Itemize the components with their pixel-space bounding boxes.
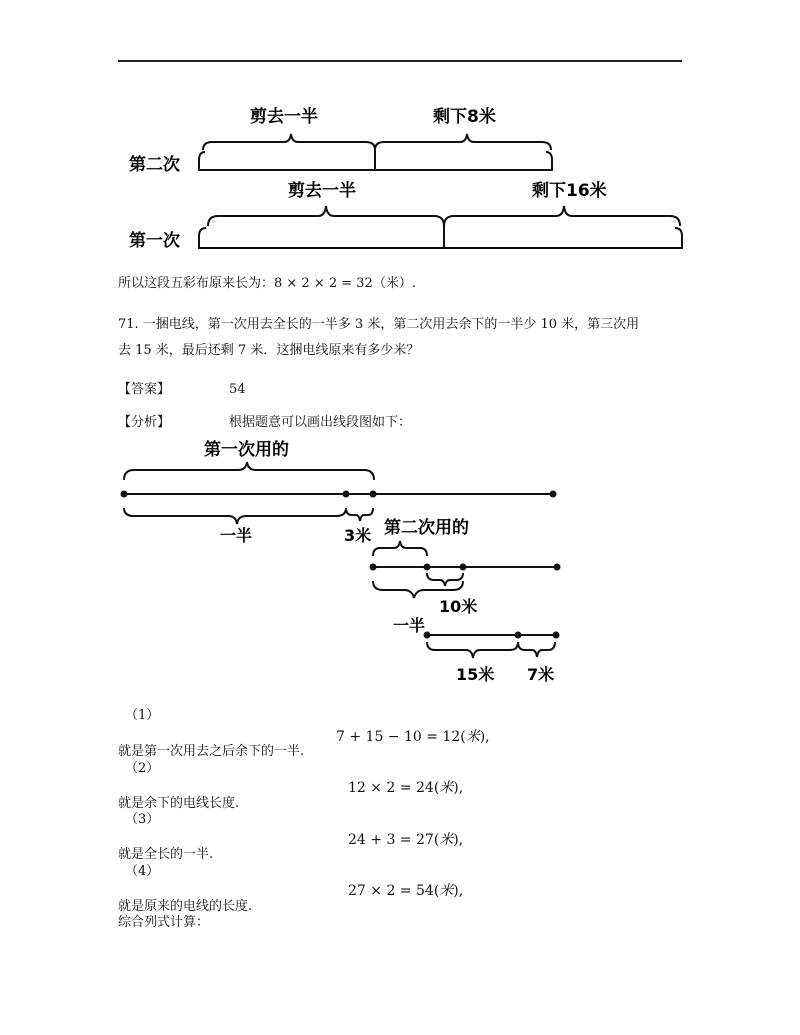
wire-point <box>554 564 561 571</box>
step-number: （4） <box>125 864 160 879</box>
step-explanation: 就是第一次用去之后余下的一半. <box>118 744 305 759</box>
wire-point <box>370 491 377 498</box>
step-formula: 27 × 2 = 54(米), <box>348 883 464 899</box>
step-number: （3） <box>125 812 160 827</box>
second-row-label: 第二次 <box>129 155 180 175</box>
seven-m-brace <box>518 642 555 657</box>
step-explanation: 就是余下的电线长度. <box>118 796 240 811</box>
first-use-brace <box>124 462 374 480</box>
fifteen-m-brace <box>427 642 518 658</box>
first-cut-label: 剪去一半 <box>288 181 356 201</box>
seven-m-label: 7米 <box>527 665 555 684</box>
answer-label: 【答案】 <box>118 382 171 397</box>
analysis-label: 【分析】 <box>118 415 171 430</box>
answer-value: 54 <box>229 382 246 397</box>
three-m-brace <box>346 508 373 521</box>
step-formula: 24 + 3 = 27(米), <box>348 832 464 848</box>
wire-point <box>460 564 467 571</box>
question-line-1: 71. 一捆电线，第一次用去全长的一半多 3 米，第二次用去余下的一半少 10 米，第三次用 <box>118 317 640 332</box>
ten-m-label: 10米 <box>439 597 478 616</box>
first-row-label: 第一次 <box>129 231 180 251</box>
analysis-text: 根据题意可以画出线段图如下： <box>229 415 412 430</box>
second-cut-label: 剪去一半 <box>250 107 318 127</box>
step-formula: 7 + 15 − 10 = 12(米), <box>336 729 490 745</box>
three-m-label: 3米 <box>344 526 372 545</box>
ten-m-brace <box>427 573 463 586</box>
half-brace-2 <box>373 581 463 598</box>
second-use-brace <box>373 541 427 556</box>
second-use-label: 第二次用的 <box>384 518 469 538</box>
wire-point <box>424 564 431 571</box>
step-number: （1） <box>125 708 160 723</box>
wire-point <box>515 632 522 639</box>
step-explanation: 就是全长的一半. <box>118 847 214 862</box>
step-explanation: 就是原来的电线的长度. <box>118 899 253 914</box>
step-number: （2） <box>125 761 160 776</box>
wire-point <box>121 491 128 498</box>
wire-point <box>550 491 557 498</box>
wire-point <box>343 491 350 498</box>
half-label-2: 一半 <box>393 616 426 635</box>
step-formula: 12 × 2 = 24(米), <box>348 780 464 796</box>
first-use-label: 第一次用的 <box>204 440 289 460</box>
half-label-1: 一半 <box>220 526 253 545</box>
wire-point <box>553 632 560 639</box>
first-remain-label: 剩下16米 <box>532 181 607 201</box>
fifteen-m-label: 15米 <box>456 665 495 684</box>
wire-point <box>370 564 377 571</box>
closing-line: 综合列式计算： <box>118 915 210 930</box>
second-remain-label: 剩下8米 <box>433 107 496 127</box>
question-line-2: 去 15 米，最后还剩 7 米．这捆电线原来有多少米？ <box>118 343 420 358</box>
previous-answer-line: 所以这段五彩布原来长为：8 × 2 × 2 = 32（米）. <box>118 276 416 291</box>
half-brace-1 <box>124 508 346 524</box>
